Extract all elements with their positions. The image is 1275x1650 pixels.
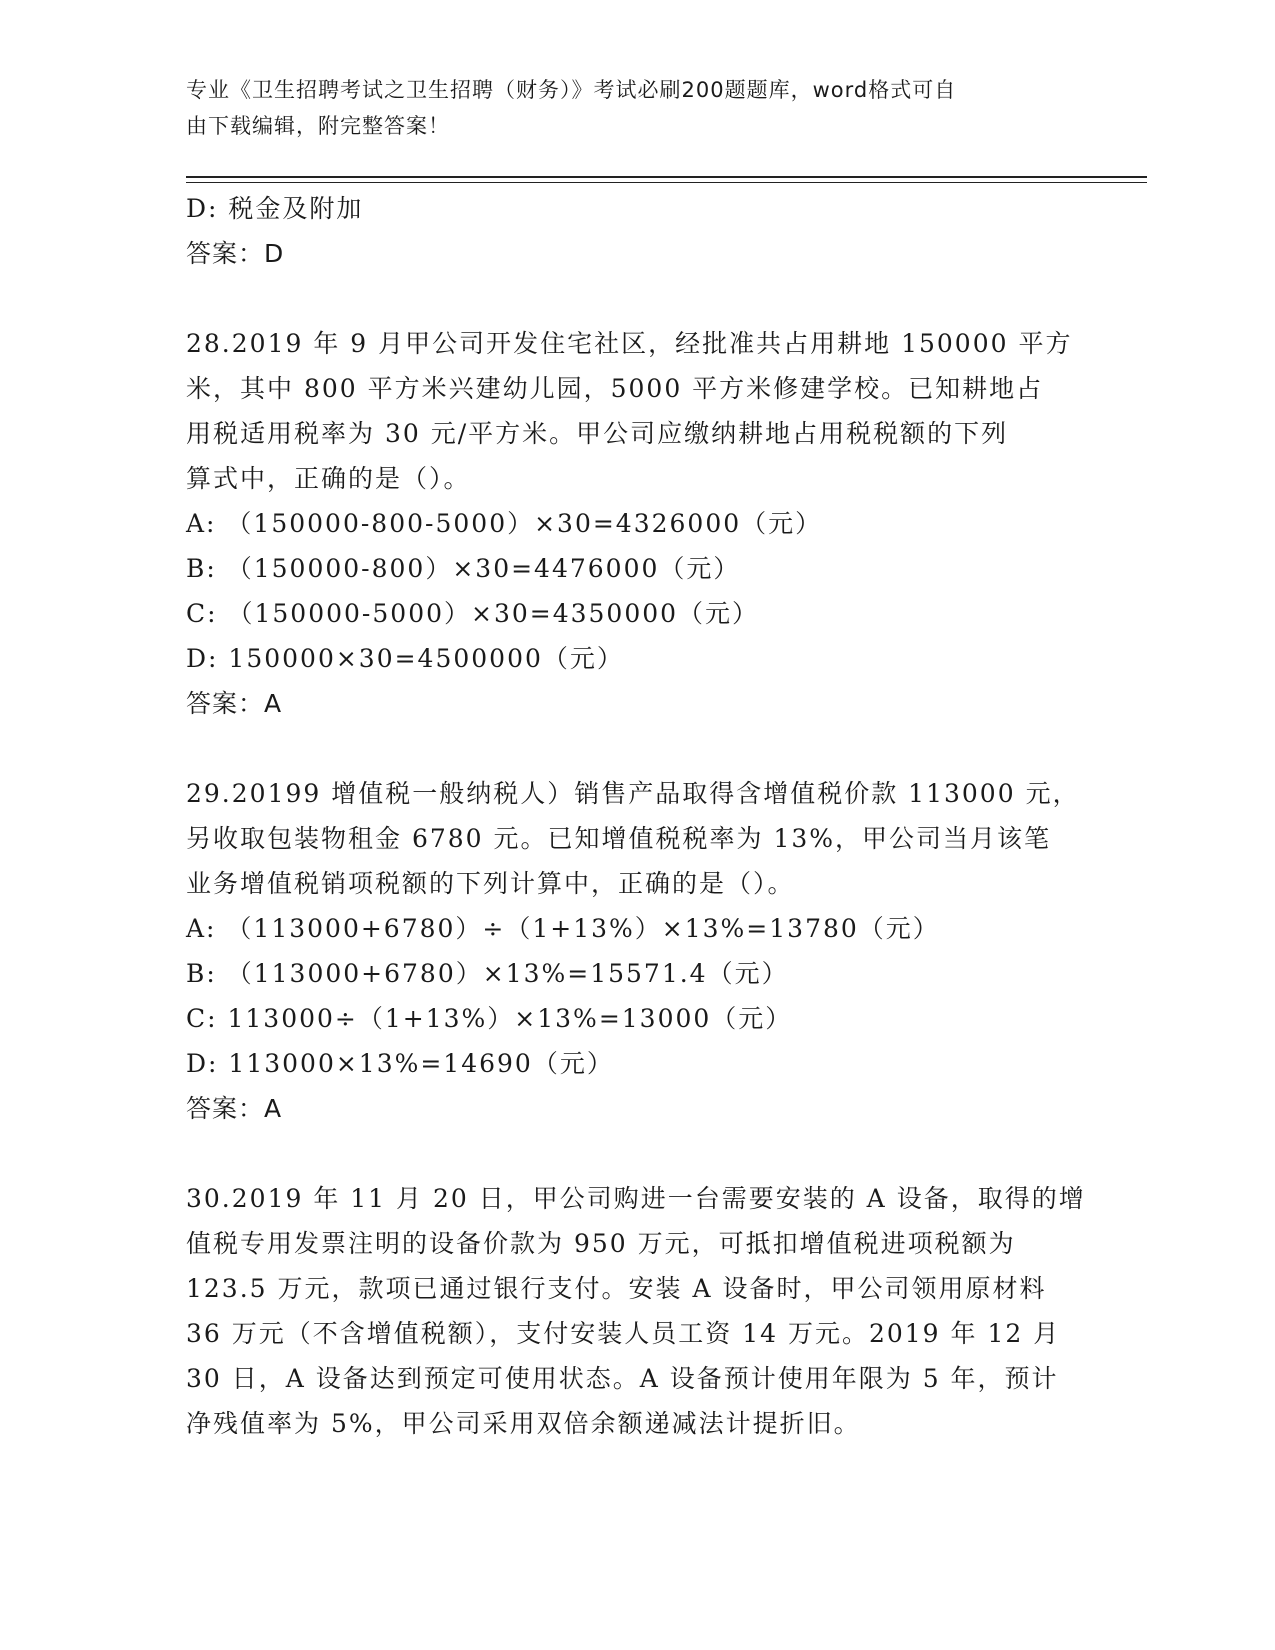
question-29 <box>186 771 1086 1131</box>
header-divider-thin <box>186 182 1147 183</box>
spacer <box>186 1131 1086 1176</box>
document-body <box>186 186 1086 1446</box>
spacer <box>186 276 1086 321</box>
question-text-line: 30 日，A 设备达到预定可使用状态。A 设备预计使用年限为 5 年，预计 <box>186 1364 1059 1393</box>
question-28 <box>186 321 1086 726</box>
prev-option-d: D: 税金及附加 <box>186 194 364 223</box>
header-divider <box>186 176 1147 178</box>
question-text-line: 算式中，正确的是（）。 <box>186 464 471 493</box>
answer: 答案：A <box>186 1094 283 1123</box>
question-text-line: 30.2019 年 11 月 20 日，甲公司购进一台需要安装的 A 设备，取得的增 <box>186 1184 1086 1213</box>
option-b: B: （113000+6780）×13%=15571.4（元） <box>186 959 789 988</box>
option-d: D: 150000×30=4500000（元） <box>186 644 624 673</box>
option-b: B: （150000-800）×30=4476000（元） <box>186 554 741 583</box>
answer: 答案：A <box>186 689 283 718</box>
question-text-line: 米，其中 800 平方米兴建幼儿园，5000 平方米修建学校。已知耕地占 <box>186 374 1044 403</box>
option-c: C: 113000÷（1+13%）×13%=13000（元） <box>186 1004 793 1033</box>
question-text-line: 净残值率为 5%，甲公司采用双倍余额递减法计提折旧。 <box>186 1409 861 1438</box>
question-text-line: 值税专用发票注明的设备价款为 950 万元，可抵扣增值税进项税额为 <box>186 1229 1016 1258</box>
question-text-line: 用税适用税率为 30 元/平方米。甲公司应缴纳耕地占用税税额的下列 <box>186 419 1009 448</box>
page-header <box>186 72 1066 144</box>
option-a: A: （113000+6780）÷（1+13%）×13%=13780（元） <box>186 914 940 943</box>
question-text-line: 另收取包装物租金 6780 元。已知增值税税率为 13%，甲公司当月该笔 <box>186 824 1052 853</box>
question-text-line: 36 万元（不含增值税额），支付安装人员工资 14 万元。2019 年 12 月 <box>186 1319 1061 1348</box>
question-text-line: 业务增值税销项税额的下列计算中，正确的是（）。 <box>186 869 795 898</box>
header-line-1: 专业《卫生招聘考试之卫生招聘（财务）》考试必刷200题题库，word格式可自 <box>186 78 957 102</box>
question-30 <box>186 1176 1086 1446</box>
question-text-line: 123.5 万元，款项已通过银行支付。安装 A 设备时，甲公司领用原材料 <box>186 1274 1047 1303</box>
question-text-line: 28.2019 年 9 月甲公司开发住宅社区，经批准共占用耕地 150000 平方 <box>186 329 1073 358</box>
question-text-line: 29.20199 增值税一般纳税人）销售产品取得含增值税价款 113000 元， <box>186 779 1080 808</box>
option-d: D: 113000×13%=14690（元） <box>186 1049 614 1078</box>
option-a: A: （150000-800-5000）×30=4326000（元） <box>186 509 823 538</box>
spacer <box>186 726 1086 771</box>
header-line-2: 由下载编辑，附完整答案！ <box>186 114 450 138</box>
prev-answer: 答案：D <box>186 239 285 268</box>
option-c: C: （150000-5000）×30=4350000（元） <box>186 599 760 628</box>
